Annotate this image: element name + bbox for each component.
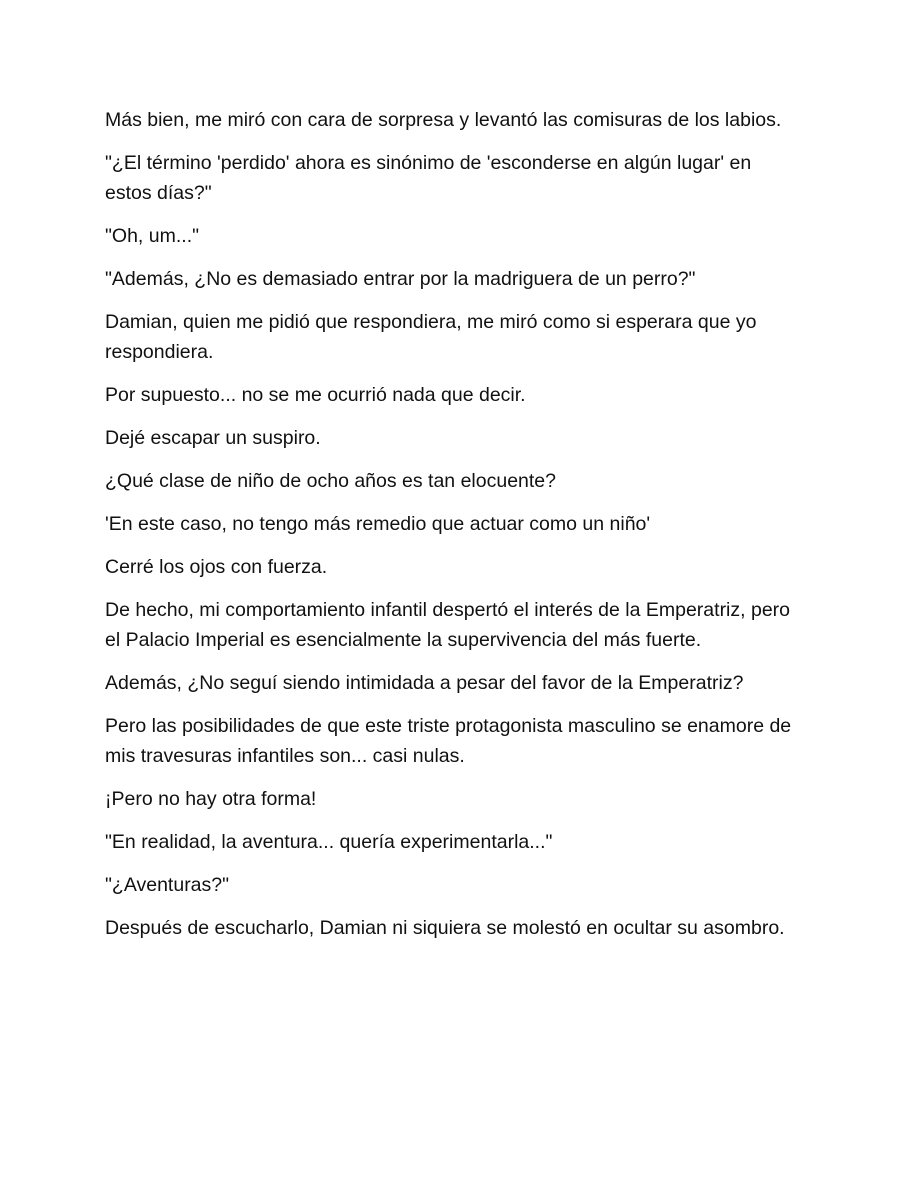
- paragraph-10: Cerré los ojos con fuerza.: [105, 556, 328, 578]
- paragraph-4: "Además, ¿No es demasiado entrar por la madriguera de un perro?": [105, 268, 696, 290]
- paragraph-16: "¿Aventuras?": [105, 874, 230, 896]
- paragraph-8: ¿Qué clase de niño de ocho años es tan elocuente?: [105, 470, 556, 492]
- paragraph-3: "Oh, um...": [105, 225, 200, 247]
- paragraph-6: Por supuesto... no se me ocurrió nada que decir.: [105, 384, 526, 406]
- paragraph-5: Damian, quien me pidió que respondiera, me miró como si esperara que yo respondiera.: [105, 311, 757, 363]
- paragraph-15: "En realidad, la aventura... quería experimentarla...": [105, 831, 553, 853]
- paragraph-9: 'En este caso, no tengo más remedio que actuar como un niño': [105, 513, 651, 535]
- paragraph-11: De hecho, mi comportamiento infantil despertó el interés de la Emperatriz, pero el Palacio Imperial es esencialmente la supervivencia del más fuerte.: [105, 599, 791, 651]
- paragraph-17: Después de escucharlo, Damian ni siquiera se molestó en ocultar su asombro.: [105, 917, 785, 939]
- paragraph-2: "¿El término 'perdido' ahora es sinónimo de 'esconderse en algún lugar' en estos días?": [105, 152, 752, 204]
- paragraph-13: Pero las posibilidades de que este triste protagonista masculino se enamore de mis travesuras infantiles son... casi nulas.: [105, 715, 792, 767]
- paragraph-7: Dejé escapar un suspiro.: [105, 427, 321, 449]
- paragraph-1: Más bien, me miró con cara de sorpresa y levantó las comisuras de los labios.: [105, 109, 782, 131]
- paragraph-12: Además, ¿No seguí siendo intimidada a pesar del favor de la Emperatriz?: [105, 672, 744, 694]
- paragraph-14: ¡Pero no hay otra forma!: [105, 788, 317, 810]
